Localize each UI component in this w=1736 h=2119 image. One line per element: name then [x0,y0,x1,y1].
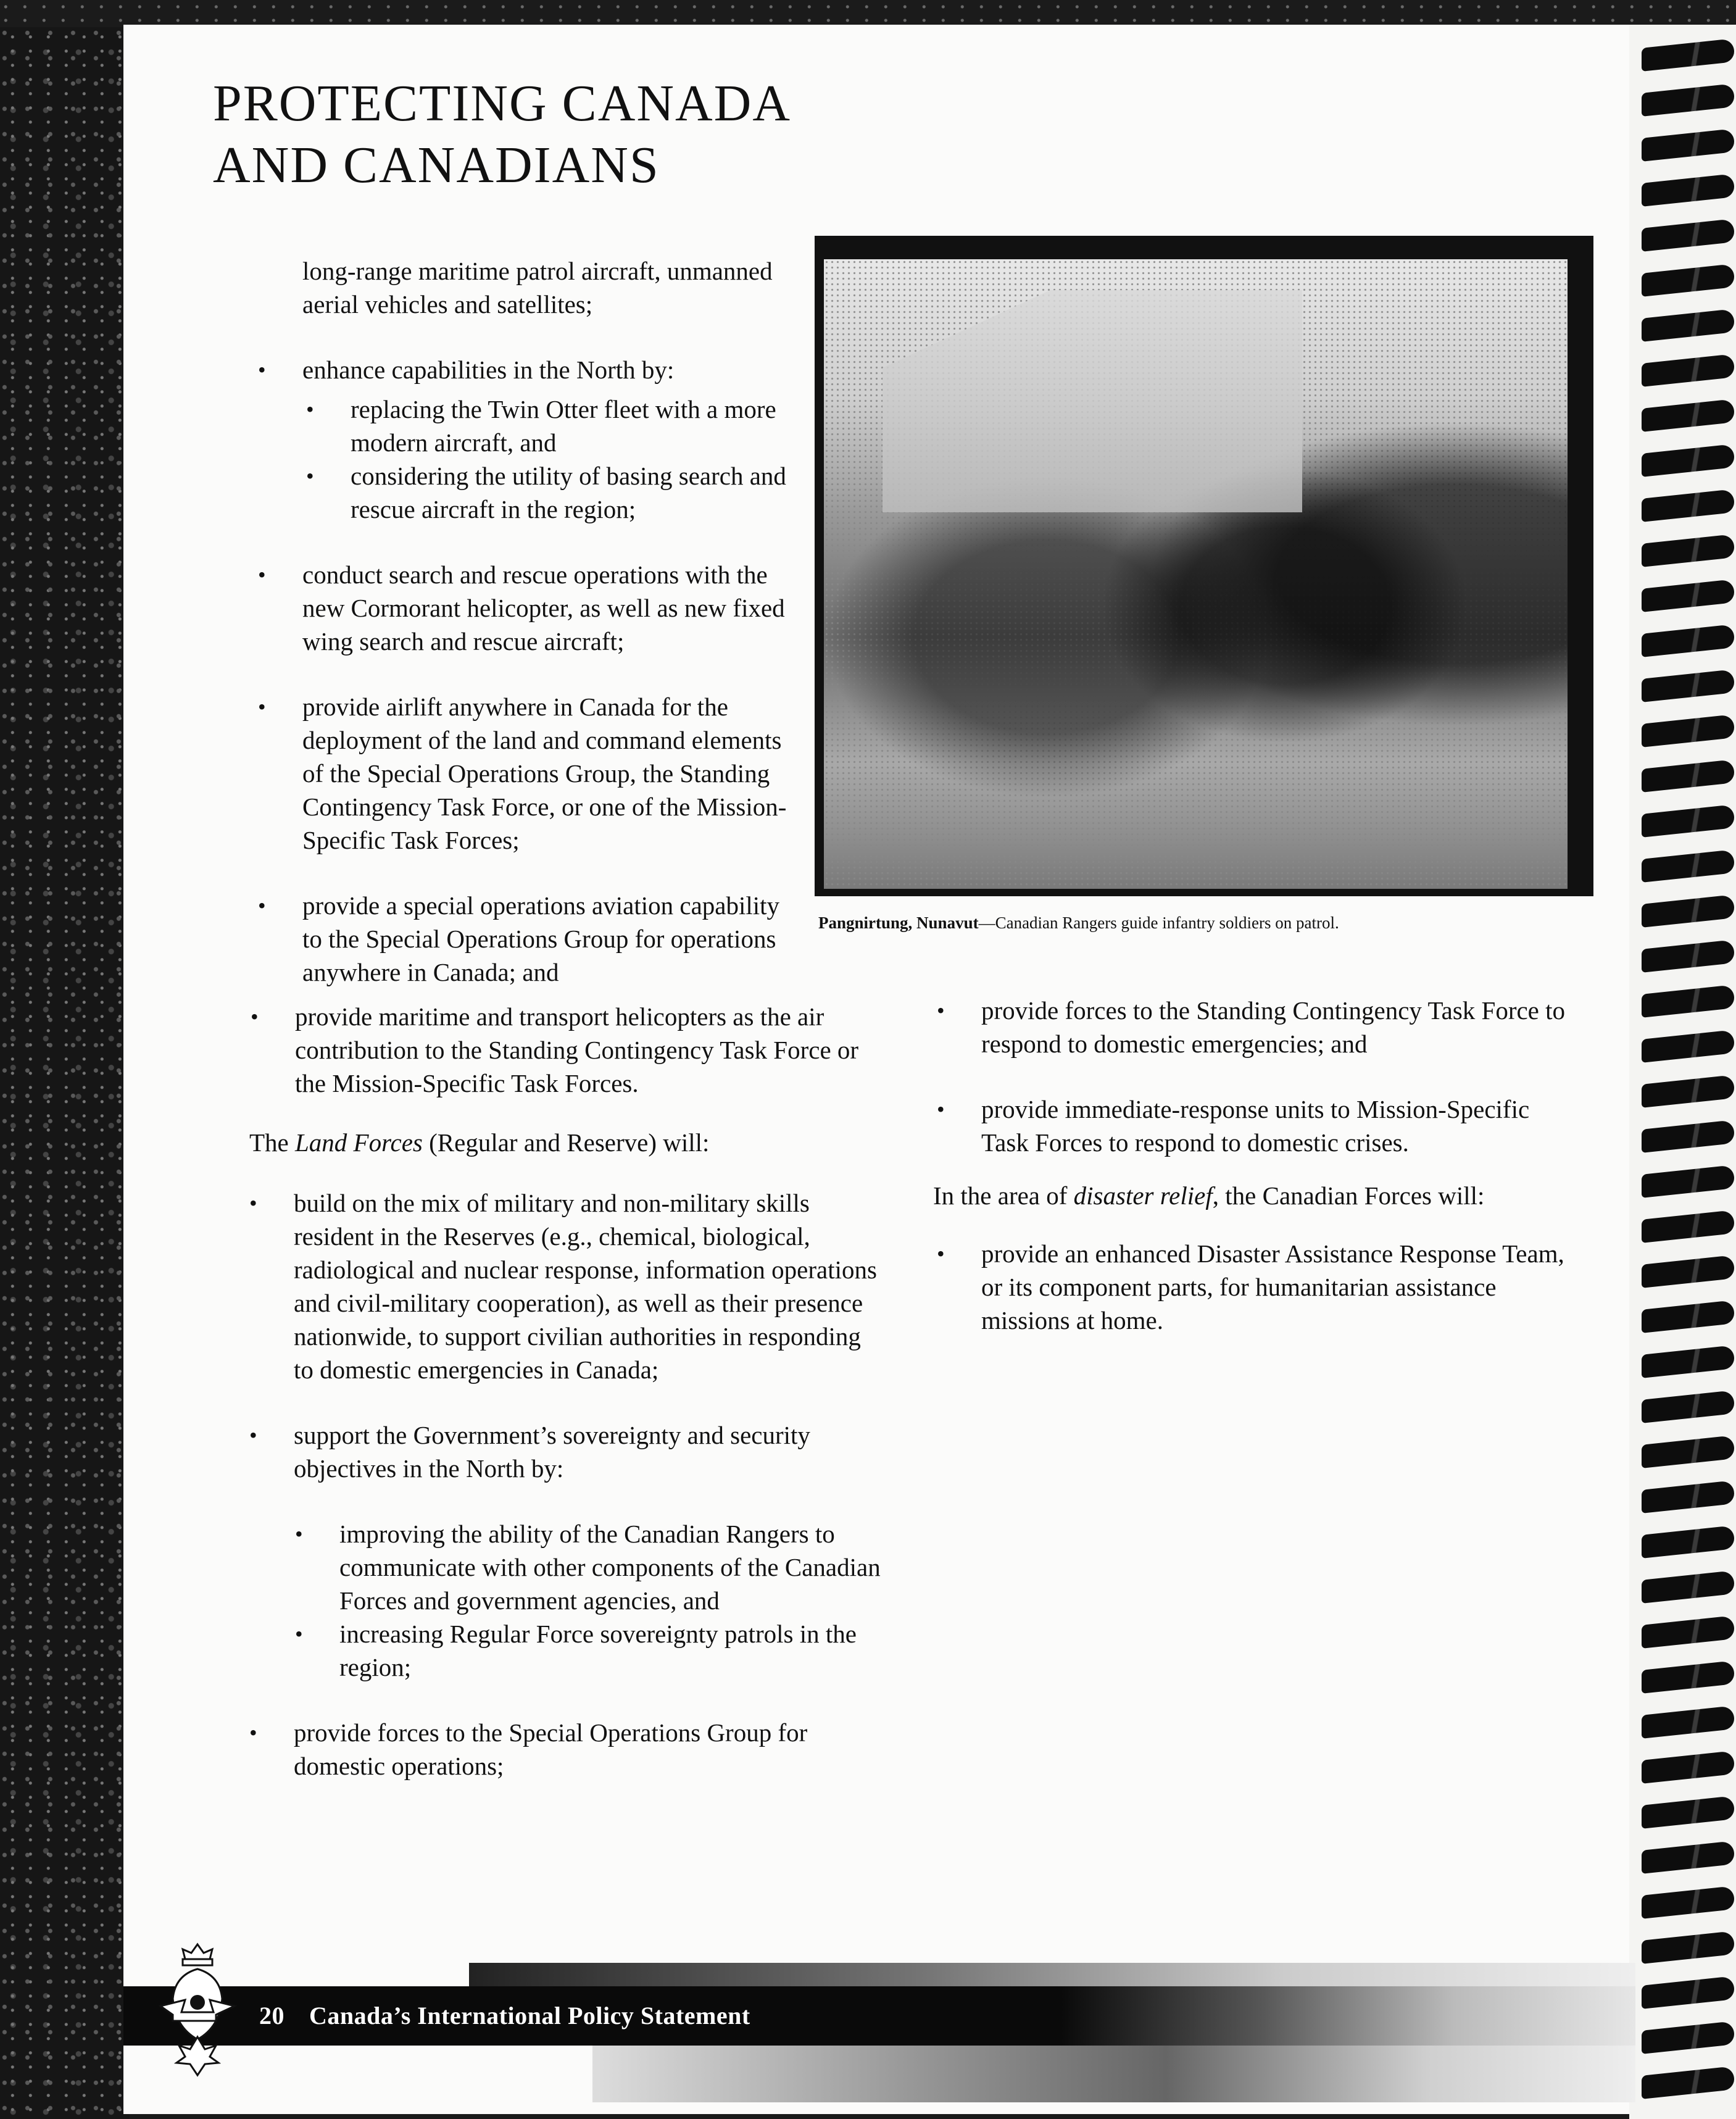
list-item: • provide maritime and transport helicopters as the air contribution to the Standing Contingency Task Force or the Mission-Specific Task Forces. [295,1000,887,1100]
page-number: 20 [259,2002,284,2029]
canadian-forces-crest-icon [148,1938,247,2080]
air-force-list-cont [302,558,808,989]
footer-band-top [469,1963,1635,1986]
disaster-relief-items [981,1237,1568,1337]
right-column [981,994,1568,1159]
land-forces-items [294,1186,886,1485]
list-item: • provide a special operations aviation capability to the Special Operations Group for operations anywhere in Canada; and [302,889,784,989]
scan-border-top [0,0,1736,27]
intro-text: The [249,1128,295,1157]
land-forces-intro [249,1126,866,1159]
land-forces-bullets [294,1186,886,1783]
intro-text: In the area of [933,1181,1074,1210]
land-forces-list [295,1000,887,1100]
disaster-relief-bullets [981,1237,1568,1337]
list-item: • build on the mix of military and non-military skills resident in the Reserves (e.g., chemical, biological, radiological and nuclear response, information operations and civil-military cooperation), as well as their presence nationwide, to support civilian authorities in responding to domestic emergencies in Canada; [294,1186,886,1386]
intro-text: (Regular and Reserve) will: [422,1128,710,1157]
list-item: • improving the ability of the Canadian Rangers to communicate with other components of the Canadian Forces and government agencies, and [339,1517,886,1617]
intro-emphasis: Land Forces [295,1128,423,1157]
list-item: • provide airlift anywhere in Canada for the deployment of the land and command elements of the Special Operations Group, the Standing Contingency Task Force, or one of the Mission-Specific Task Forces; [302,690,808,857]
photo-caption [818,912,1339,934]
list-item: • replacing the Twin Otter fleet with a more modern aircraft, and [351,393,808,459]
list-item: • conduct search and rescue operations with the new Cormorant helicopter, as well as new fixed wing search and rescue aircraft; [302,558,808,658]
page-title-line-1: PROTECTING CANADA [213,75,791,132]
continued-text: long-range maritime patrol aircraft, unmanned aerial vehicles and satellites; [302,257,773,318]
page-title-line-2: AND CANADIANS [213,136,660,194]
intro-emphasis: disaster relief [1073,1181,1213,1210]
list-item: • enhance capabilities in the North by: [302,353,808,386]
right-list [981,994,1568,1159]
list-item: • provide forces to the Special Operations Group for domestic operations; [294,1716,886,1783]
list-item: • increasing Regular Force sovereignty patrols in the region; [339,1617,886,1684]
scan-border-left [0,0,130,2119]
air-force-list [302,353,808,386]
left-column-bottom [295,1000,887,1100]
list-item: • provide forces to the Standing Contingency Task Force to respond to domestic emergencies; and [981,994,1568,1060]
north-sovereignty-sublist [339,1517,886,1684]
publication-title: Canada’s International Policy Statement [309,2002,750,2029]
land-forces-items-cont [294,1716,886,1783]
disaster-relief-intro [933,1179,1569,1212]
list-item: • provide an enhanced Disaster Assistance Response Team, or its component parts, for humanitarian assistance missions at home. [981,1237,1568,1337]
caption-location: Pangnirtung, Nunavut [818,914,979,932]
caption-text: —Canadian Rangers guide infantry soldiers on patrol. [978,914,1339,932]
footer-text [259,1999,750,2033]
footer-band-bottom [592,2046,1635,2102]
list-item: • support the Government’s sovereignty and security objectives in the North by: [294,1418,886,1485]
list-item: • provide immediate-response units to Mission-Specific Task Forces to respond to domestic crises. [981,1093,1568,1159]
list-item: • considering the utility of basing search and rescue aircraft in the region; [351,459,808,526]
page-title [213,73,791,196]
north-sublist [351,393,808,526]
left-column-top [302,254,808,989]
intro-text: , the Canadian Forces will: [1212,1181,1485,1210]
